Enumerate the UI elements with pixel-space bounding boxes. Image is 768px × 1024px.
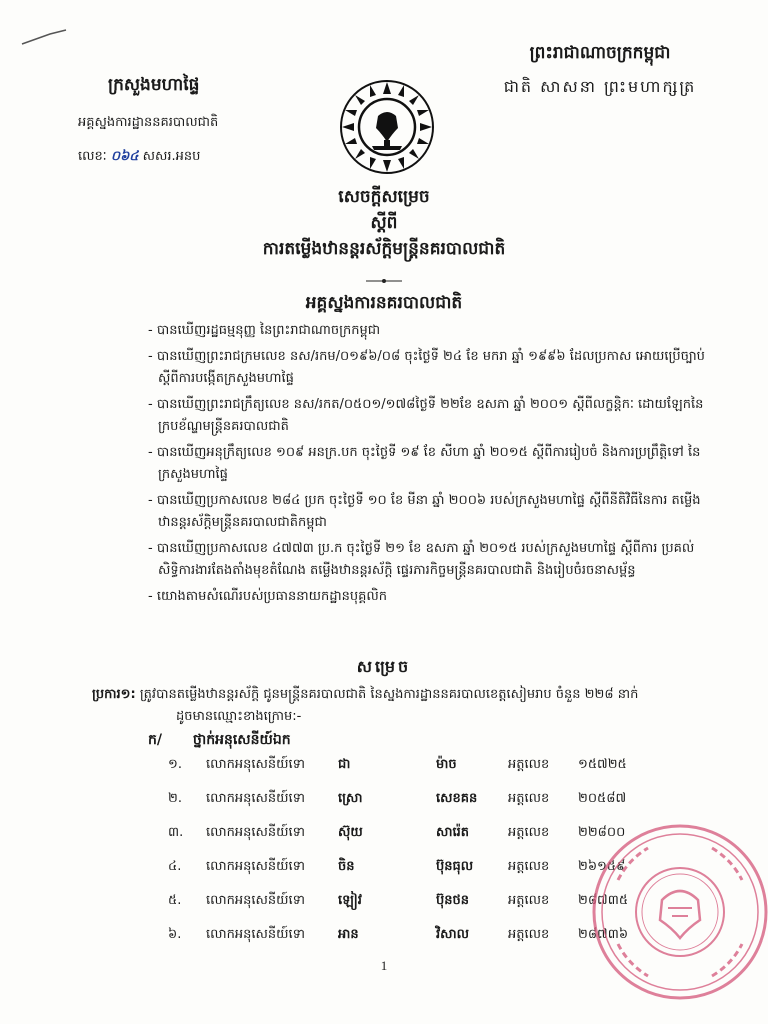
officer-rank: លោកអនុសេនីយ៍ទោ — [206, 757, 306, 772]
officer-rank: លោកអនុសេនីយ៍ទោ — [206, 859, 306, 874]
officer-family-name: ស៊ុយ — [338, 825, 363, 840]
document-type-title: សេចក្តីសម្រេច — [338, 187, 430, 207]
officer-family-name: ស្រោ — [338, 791, 363, 806]
officer-given-name: ម៉ាច — [436, 757, 457, 772]
ref-number: ០៦៤ — [110, 149, 139, 164]
article-1 — [92, 684, 712, 728]
officer-number: ១. — [168, 757, 182, 772]
recital-item: - បានឃើញរដ្ឋធម្មនុញ្ញ នៃព្រះរាជាណាចក្រកម្ពុជា — [148, 323, 381, 338]
officer-id: ២២៨០០ — [578, 825, 626, 840]
officer-family-name: អាន — [338, 927, 359, 942]
officer-id: ២០៥៨៧ — [578, 791, 627, 806]
officer-family-name: ចិន — [338, 859, 355, 874]
officer-number: ៤. — [168, 859, 182, 874]
officer-rank: លោកអនុសេនីយ៍ទោ — [206, 893, 306, 908]
official-seal-icon — [588, 820, 768, 1004]
article-label: ប្រការ១: — [92, 687, 136, 702]
article-text: ត្រូវបានតម្លើងឋានន្តរស័ក្តិ ជូនមន្ត្រីនគរបាលជាតិ នៃស្នងការដ្ឋាននគរបាលខេត្តសៀមរាប ចំនួន ២២៨ នាក់ — [139, 687, 639, 702]
kingdom-heading: ព្រះរាជាណាចក្រកម្ពុជា — [529, 43, 671, 63]
ministry-name: ក្រសួងមហាផ្ទៃ — [108, 75, 200, 95]
officer-id-label: អត្តលេខ — [508, 757, 550, 772]
officer-number: ៦. — [168, 927, 182, 942]
department-name: អគ្គស្នងការដ្ឋាននគរបាលជាតិ — [78, 115, 219, 130]
officer-given-name: សារ៉េត — [436, 825, 470, 840]
recital-item: - បានឃើញព្រះរាជក្រឹត្យលេខ នស/រកត/០៥០១/១៧៨ថ្ងៃទី ២២ខែ ឧសភា ឆ្នាំ ២០០១ ស្តីពីលក្ខន្តិកៈ ដោយឡែកនៃក្របខ័ណ្ឌមន្ត្រីនគរបាលជាតិ — [148, 397, 704, 434]
section-a-heading — [148, 730, 291, 751]
national-police-emblem-icon — [340, 80, 434, 174]
recital-item: - បានឃើញអនុក្រឹត្យលេខ ១០៩ អនក្រ.បក ចុះថ្ងៃទី ១៩ ខែ សីហា ឆ្នាំ ២០១៥ ស្តីពីការរៀបចំ និងការប្រព្រឹត្តិទៅ នៃក្រសួងមហាផ្ទៃ — [148, 445, 701, 482]
reference-number — [78, 148, 200, 167]
article-text-continued: ដូចមានឈ្មោះខាងក្រោម:- — [176, 709, 302, 724]
ref-suffix: សសរ.អនប — [142, 149, 201, 164]
officer-id-label: អត្តលេខ — [508, 791, 550, 806]
national-motto: ជាតិ សាសនា ព្រះមហាក្សត្រ — [503, 77, 697, 96]
officer-id-label: អត្តលេខ — [508, 927, 550, 942]
officer-number: ៥. — [168, 893, 182, 908]
officer-id: ២៨៧៣៥ — [578, 893, 629, 908]
ornamental-divider — [364, 270, 404, 278]
officer-given-name: ប៊ុនធុល — [436, 859, 474, 874]
officer-family-name: ឡៀវ — [338, 893, 362, 908]
officer-id: ១៥៧២៥ — [578, 757, 627, 772]
officer-rank: លោកអនុសេនីយ៍ទោ — [206, 791, 306, 806]
officer-number: ៣. — [168, 825, 184, 840]
officer-id: ២៦១៥៩ — [578, 859, 626, 874]
recitals-list — [148, 320, 708, 612]
officer-id-label: អត្តលេខ — [508, 825, 550, 840]
officer-id: ២៨៧៣៦ — [578, 927, 629, 942]
officer-given-name: ប៊ុនថន — [436, 893, 470, 908]
recital-item: - បានឃើញព្រះរាជក្រមលេខ នស/រកម/០១៩៦/០៨ ចុះថ្ងៃទី ២៤ ខែ មករា ឆ្នាំ ១៩៩៦ ដែលប្រកាស អោយប្រើច្បាប់ស្តីពីការបង្កើតក្រសួងមហាផ្ទៃ — [148, 349, 705, 386]
section-title: ថ្នាក់អនុសេនីយ៍ឯក — [192, 732, 291, 748]
recital-item: - បានឃើញប្រកាសលេខ ៤៧៧៣ ប្រ.ក ចុះថ្ងៃទី ២១ ខែ ឧសភា ឆ្នាំ ២០១៥ របស់ក្រសួងមហាផ្ទៃ ស្តីពីការ ប្រគល់សិទ្ធិការងារតែងតាំងមុខតំណែង តម្លើងឋានន្តរស័ក្តិ ផ្ទេរភារកិច្ចមន្ត្រីនគរបាលជាតិ និងរៀបចំរចនាសម្ព័ន្ធ — [148, 541, 695, 578]
scan-corner-mark — [20, 28, 70, 48]
officer-family-name: ជា — [338, 757, 351, 772]
officer-given-name: វិសាល — [436, 927, 470, 942]
officer-given-name: សេខគន — [436, 791, 478, 806]
recital-item: - បានឃើញប្រកាសលេខ ២៨៤ ប្រក ចុះថ្ងៃទី ១០ ខែ មីនា ឆ្នាំ ២០០៦ របស់ក្រសួងមហាផ្ទៃ ស្តីពីនីតិវិធីនៃការ តម្លើងឋានន្តរស័ក្តិមន្ត្រីនគរបាលជាតិកម្ពុជា — [148, 493, 701, 530]
title-about: ស្តីពី — [370, 213, 398, 233]
officer-rank: លោកអនុសេនីយ៍ទោ — [206, 825, 306, 840]
document-subject: ការតម្លើងឋានន្តរស័ក្តិមន្ត្រីនគរបាលជាតិ — [262, 239, 506, 259]
ref-prefix: លេខៈ — [78, 149, 107, 164]
decision-heading: សម្រេច — [356, 657, 412, 676]
issuing-authority: អគ្គស្នងការនគរបាលជាតិ — [305, 293, 463, 313]
officer-id-label: អត្តលេខ — [508, 893, 550, 908]
recital-item: - យោងតាមសំណើរបស់ប្រធាននាយកដ្ឋានបុគ្គលិក — [148, 589, 387, 604]
page-number: 1 — [380, 958, 388, 973]
officer-number: ២. — [168, 791, 182, 806]
section-letter: ក/ — [148, 732, 162, 748]
officer-rank: លោកអនុសេនីយ៍ទោ — [206, 927, 306, 942]
officer-id-label: អត្តលេខ — [508, 859, 550, 874]
